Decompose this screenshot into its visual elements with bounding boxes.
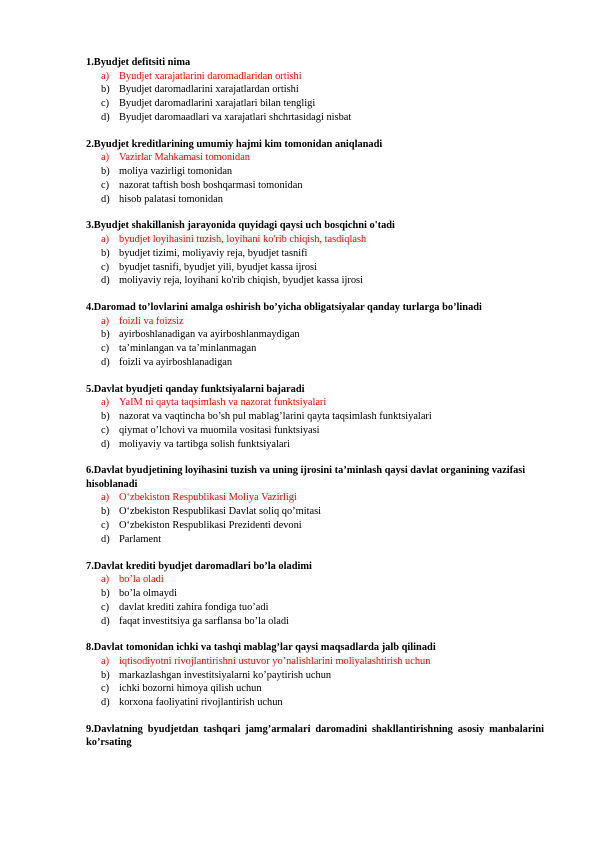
option-letter: a) — [101, 492, 110, 504]
option-text: davlat krediti zahira fondiga tuo’adi — [119, 601, 269, 613]
option-letter: b) — [101, 506, 110, 518]
option-letter: d) — [101, 615, 110, 627]
option-text: Vazirlar Mahkamasi tomonidan — [119, 152, 250, 164]
answer-option — [86, 438, 544, 452]
answer-options — [86, 491, 544, 546]
answer-option — [86, 587, 544, 601]
option-letter: d) — [101, 697, 110, 709]
option-letter: c) — [101, 261, 110, 273]
option-text: faqat investitsiya ga sarflansa bo’la oladi — [119, 615, 289, 627]
option-text: O‘zbekiston Respublikasi Davlat soliq qo’mitasi — [119, 506, 322, 518]
question-title: 9.Davlatning byudjetdan tashqari jamg’armalari daromadini shakllantirishning asosiy manbalarini ko’rsating — [86, 723, 544, 749]
option-text: byudjet tasnifi, byudjet yili, byudjet kassa ijrosi — [119, 261, 317, 273]
answer-option-correct — [86, 233, 544, 247]
option-letter: c) — [101, 179, 110, 191]
question-title: 3.Byudjet shakillanish jarayonida quyidagi qaysi uch bosqichni o'tadi — [86, 220, 395, 232]
answer-options — [86, 396, 544, 451]
option-text: Byudjet xarajatlarini daromadlaridan ortishi — [119, 70, 302, 82]
option-letter: b) — [101, 587, 110, 599]
answer-option-correct — [86, 573, 544, 587]
answer-option-correct — [86, 70, 544, 84]
option-letter: b) — [101, 84, 110, 96]
option-text: nazorat va vaqtincha bo’sh pul mablag’larini qayta taqsimlash funktsiyalari — [119, 411, 432, 423]
question-block — [86, 464, 544, 546]
question-block — [86, 641, 544, 710]
option-text: bo’la oladi — [119, 574, 164, 586]
option-letter: d) — [101, 533, 110, 545]
answer-option — [86, 601, 544, 615]
answer-option — [86, 111, 544, 125]
answer-option — [86, 696, 544, 710]
answer-option — [86, 247, 544, 261]
answer-option — [86, 342, 544, 356]
option-text: hisob palatasi tomonidan — [119, 193, 223, 205]
question-block — [86, 723, 544, 750]
answer-option-correct — [86, 396, 544, 410]
option-text: bo’la olmaydi — [119, 587, 178, 599]
answer-options — [86, 151, 544, 206]
option-text: Byudjet daromaadlari va xarajatlari shchrtasidagi nisbat — [119, 112, 352, 124]
option-letter: c) — [101, 424, 110, 436]
option-text: korxona faoliyatini rivojlantirish uchun — [119, 697, 283, 709]
answer-option-correct — [86, 655, 544, 669]
option-text: O‘zbekiston Respublikasi Prezidenti devoni — [119, 520, 302, 532]
option-letter: d) — [101, 275, 110, 287]
option-letter: c) — [101, 343, 110, 355]
option-letter: c) — [101, 520, 110, 532]
question-block — [86, 301, 544, 370]
option-letter: d) — [101, 193, 110, 205]
option-letter: b) — [101, 329, 110, 341]
answer-option — [86, 669, 544, 683]
answer-option-correct — [86, 491, 544, 505]
answer-option — [86, 274, 544, 288]
option-text: moliyaviy reja, loyihani ko'rib chiqish, byudjet kassa ijrosi — [119, 275, 363, 287]
answer-option — [86, 165, 544, 179]
option-letter: a) — [101, 152, 110, 164]
answer-option — [86, 356, 544, 370]
answer-options — [86, 233, 544, 288]
option-text: moliya vazirligi tomonidan — [119, 166, 233, 178]
question-block — [86, 560, 544, 629]
option-letter: c) — [101, 601, 110, 613]
answer-option — [86, 533, 544, 547]
answer-option — [86, 505, 544, 519]
option-letter: d) — [101, 438, 110, 450]
option-letter: d) — [101, 357, 110, 369]
answer-option — [86, 97, 544, 111]
answer-option-correct — [86, 151, 544, 165]
question-block — [86, 138, 544, 207]
question-title: 2.Byudjet kreditlarining umumiy hajmi kim tomonidan aniqlanadi — [86, 138, 383, 150]
answer-options — [86, 70, 544, 125]
question-block — [86, 219, 544, 288]
option-letter: a) — [101, 233, 110, 245]
answer-option — [86, 193, 544, 207]
option-text: markazlashgan investitsiyalarni ko’paytirish uchun — [119, 669, 332, 681]
answer-option — [86, 519, 544, 533]
option-text: O‘zbekiston Respublikasi Moliya Vazirligi — [119, 492, 297, 504]
option-text: ichki bozorni himoya qilish uchun — [119, 683, 262, 695]
option-letter: a) — [101, 70, 110, 82]
option-letter: a) — [101, 397, 110, 409]
option-text: moliyaviy va tartibga solish funktsiyalari — [119, 438, 290, 450]
option-text: ayirboshlanadigan va ayirboshlanmaydigan — [119, 329, 300, 341]
answer-options — [86, 655, 544, 710]
question-title: 7.Davlat krediti byudjet daromadlari bo’la oladimi — [86, 560, 312, 572]
option-letter: b) — [101, 411, 110, 423]
question-title: 4.Daromad to’lovlarini amalga oshirish bo’yicha obligatsiyalar qanday turlarga bo’linadi — [86, 302, 482, 314]
answer-option — [86, 179, 544, 193]
answer-option — [86, 682, 544, 696]
answer-options — [86, 573, 544, 628]
option-text: YaIM ni qayta taqsimlash va nazorat funktsiyalari — [119, 397, 327, 409]
option-text: foizli va ayirboshlanadigan — [119, 357, 233, 369]
option-text: iqtisodiyotni rivojlantirishni ustuvor yo’nalishlarini moliyalashtirish uchun — [119, 655, 431, 667]
option-letter: a) — [101, 574, 110, 586]
option-text: byudjet loyihasini tuzish, loyihani ko'rib chiqish, tasdiqlash — [119, 233, 367, 245]
question-title: 8.Davlat tomonidan ichki va tashqi mablag’lar qaysi maqsadlarda jalb qilinadi — [86, 642, 436, 654]
question-title: 5.Davlat byudjeti qanday funktsiyalarni bajaradi — [86, 383, 305, 395]
answer-options — [86, 315, 544, 370]
option-text: qiymat o’lchovi va muomila vositasi funktsiyasi — [119, 424, 320, 436]
option-text: Parlament — [119, 533, 162, 545]
option-letter: b) — [101, 166, 110, 178]
answer-option — [86, 261, 544, 275]
option-letter: a) — [101, 315, 110, 327]
option-text: byudjet tizimi, moliyaviy reja, byudjet tasnifi — [119, 247, 308, 259]
answer-option-correct — [86, 315, 544, 329]
option-letter: c) — [101, 98, 110, 110]
question-block — [86, 56, 544, 125]
question-title: 1.Byudjet defitsiti nima — [86, 57, 191, 68]
option-letter: b) — [101, 247, 110, 259]
answer-option — [86, 83, 544, 97]
answer-option — [86, 424, 544, 438]
option-text: Byudjet daromadlarini xarajatlari bilan tengligi — [119, 98, 316, 110]
question-title: 6.Davlat byudjetining loyihasini tuzish va uning ijrosini ta’minlash qaysi davlat organining vazifasi hisoblanadi — [86, 465, 526, 490]
option-letter: c) — [101, 683, 110, 695]
option-letter: a) — [101, 655, 110, 667]
answer-option — [86, 615, 544, 629]
answer-option — [86, 328, 544, 342]
option-letter: b) — [101, 669, 110, 681]
option-text: Byudjet daromadlarini xarajatlardan ortishi — [119, 84, 299, 96]
option-letter: d) — [101, 112, 110, 124]
option-text: ta’minlangan va ta’minlanmagan — [119, 343, 257, 355]
question-block — [86, 383, 544, 452]
option-text: foizli va foizsiz — [119, 315, 184, 327]
option-text: nazorat taftish bosh boshqarmasi tomonidan — [119, 179, 303, 191]
answer-option — [86, 410, 544, 424]
